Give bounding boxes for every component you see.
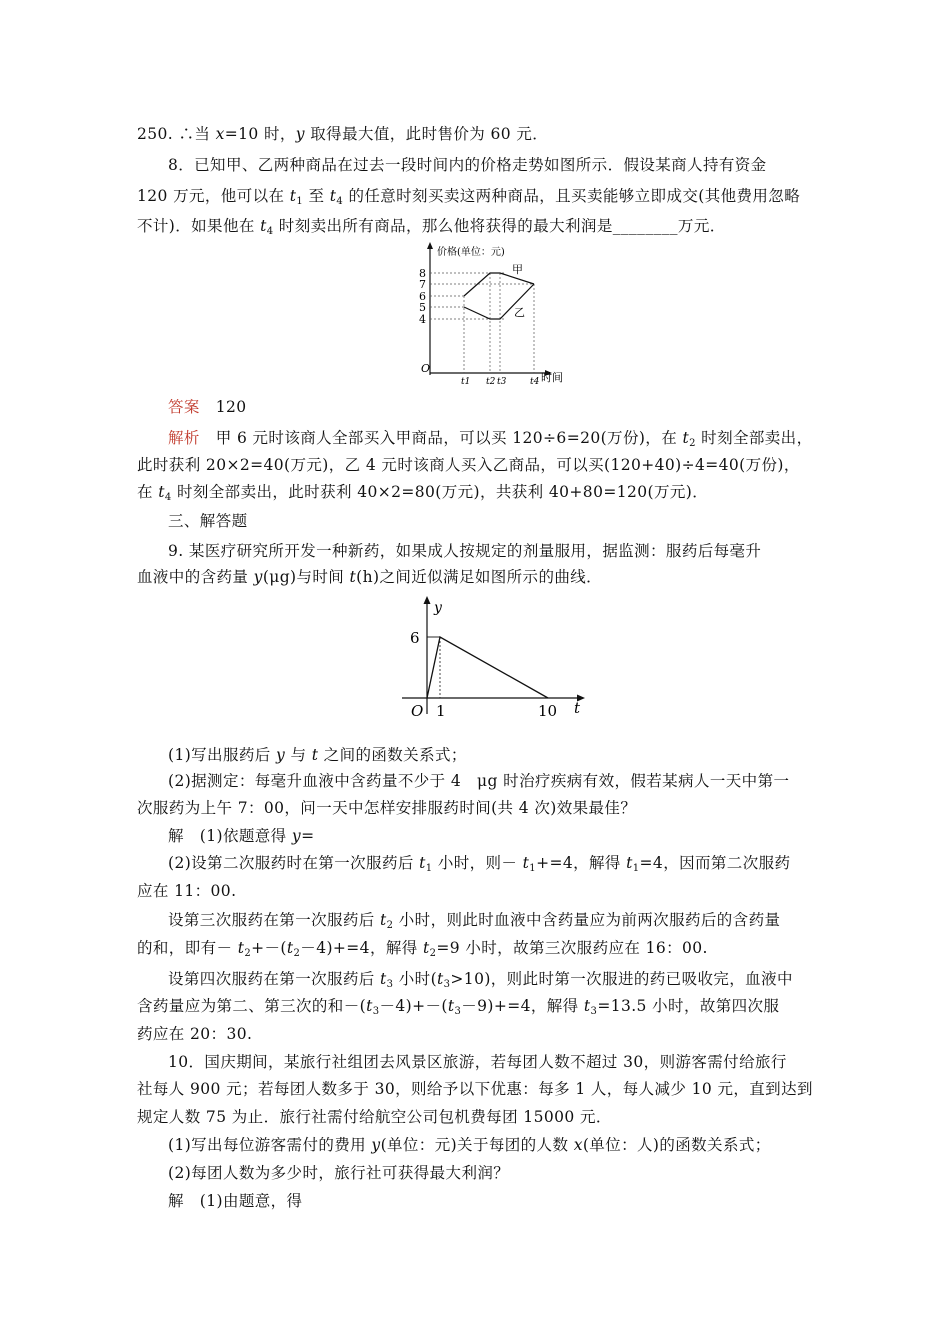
q9-line-2: 血液中的含药量 y(μg)与时间 t(h)之间近似满足如图所示的曲线． xyxy=(137,568,603,586)
q8-line-3: 不计)．如果他在 $t_4$ 时刻卖出所有商品，那么他将获得的最大利润是________万元． xyxy=(137,217,726,237)
q8-line-2: 120 万元，他可以在 $t_1$ 至 $t_4$ 的任意时刻买卖这两种商品，且买卖能够立即成交(其他费用忽略 xyxy=(137,187,801,207)
drug-chart-x-tick-10: 10 xyxy=(538,702,558,720)
price-chart-guides xyxy=(430,273,534,373)
y-tick-4: 4 xyxy=(419,313,426,326)
s9-line-1: 解 (1)依题意得 y= xyxy=(168,827,315,845)
q8-line-1: 8．已知甲、乙两种商品在过去一段时间内的价格走势如图所示．假设某商人持有资金 xyxy=(168,156,767,174)
q9-part-1: (1)写出服药后 y 与 t 之间的函数关系式； xyxy=(168,746,467,764)
solution-label: 解析 xyxy=(168,429,200,447)
x-tick-t2: t2 xyxy=(486,377,496,387)
y-tick-5: 5 xyxy=(419,301,426,314)
x-tick-t3: t3 xyxy=(497,377,507,387)
y-tick-8: 8 xyxy=(419,267,426,280)
price-chart-y-arrow xyxy=(427,242,433,249)
s9-line-6: 设第四次服药在第一次服药后 $t_3$ 小时$(t_3>10)$，则此时第一次服进的药已吸收完，血液中 xyxy=(168,970,793,990)
q10-line-1: 10．国庆期间，某旅行社组团去风景区旅游，若每团人数不超过 30，则游客需付给旅行 xyxy=(168,1053,787,1071)
q8-solution-2: 此时获利 20×2=40(万元)，乙 4 元时该商人买入乙商品，可以买(120+40)÷4=40(万份)， xyxy=(137,456,800,474)
series-jia-label: 甲 xyxy=(512,263,523,276)
s9-line-7: 含药量应为第二、第三次的和$-(t_3-4)+-(t_3-9)+=4$，解得 $t_3=13.5$ 小时，故第四次服 xyxy=(137,997,780,1017)
drug-curve xyxy=(427,637,548,698)
price-chart-ylabel: 价格(单位：元) xyxy=(437,247,505,258)
q9-part-2-line-2: 次服药为上午 7：00，问一天中怎样安排服药时间(共 4 次)效果最佳？ xyxy=(137,799,637,817)
drug-chart xyxy=(400,592,595,722)
drug-chart-y-tick-6: 6 xyxy=(410,629,420,647)
section-3-heading: 三、解答题 xyxy=(168,512,248,530)
answer-label: 答案 xyxy=(168,398,200,416)
s9-line-3: 应在 11：00. xyxy=(137,882,237,900)
drug-chart-origin: O xyxy=(411,702,424,720)
drug-chart-ylabel: y xyxy=(434,600,442,616)
series-yi-label: 乙 xyxy=(514,306,525,319)
q10-part-2: (2)每团人数为多少时，旅行社可获得最大利润？ xyxy=(168,1164,510,1182)
q8-answer: 答案 120 xyxy=(168,398,247,416)
s9-line-2: (2)设第二次服药时在第一次服药后 $t_1$ 小时，则－ $t_1+=4$，解得 $t_1=4$，因而第二次服药 xyxy=(168,854,791,874)
q10-line-3: 规定人数 75 为止．旅行社需付给航空公司包机费每团 15000 元． xyxy=(137,1108,612,1126)
s9-line-4: 设第三次服药在第一次服药后 $t_2$ 小时，则此时血液中含药量应为前两次服药后的含药量 xyxy=(168,911,781,931)
q8-solution-1: 解析 甲 6 元时该商人全部买入甲商品，可以买 120÷6=20(万份)，在 $t_2$ 时刻全部卖出， xyxy=(168,429,813,449)
y-tick-7: 7 xyxy=(419,278,426,291)
y-tick-6: 6 xyxy=(419,290,426,303)
drug-chart-x-tick-1: 1 xyxy=(436,702,446,720)
q10-part-1: (1)写出每位游客需付的费用 y(单位：元)关于每团的人数 x(单位：人)的函数关系式； xyxy=(168,1136,771,1154)
s10-line-1: 解 (1)由题意，得 xyxy=(168,1192,303,1210)
q9-line-1: 9. 某医疗研究所开发一种新药，如果成人按规定的剂量服用，据监测：服药后每毫升 xyxy=(168,542,762,560)
drug-chart-xlabel: t xyxy=(574,699,581,717)
q10-line-2: 社每人 900 元；若每团人数多于 30，则给予以下优惠：每多 1 人，每人减少 10 元，直到达到 xyxy=(137,1080,813,1098)
line-250: 250. ∴当 x=10 时，y 取得最大值，此时售价为 60 元． xyxy=(137,125,549,143)
x-tick-t1: t1 xyxy=(461,377,471,387)
series-jia-line xyxy=(464,273,534,296)
s9-line-8: 药应在 20：30. xyxy=(137,1025,253,1043)
price-chart-origin: O xyxy=(421,362,431,375)
price-chart xyxy=(406,240,563,387)
s9-line-5: 的和，即有－ $t_2+-(t_2-4)+=4$，解得 $t_2=9$ 小时，故第三次服药应在 16：00. xyxy=(137,939,708,959)
price-chart-xlabel: 时间 xyxy=(541,371,563,384)
drug-chart-y-arrow xyxy=(424,596,431,604)
q8-solution-3: 在 $t_4$ 时刻全部卖出，此时获利 40×2=80(万元)，共获利 40+80=120(万元)． xyxy=(137,483,709,503)
q9-part-2-line-1: (2)据测定：每毫升血液中含药量不少于 4 μg 时治疗疾病有效，假若某病人一天中第一 xyxy=(168,772,790,790)
x-tick-t4: t4 xyxy=(530,377,540,387)
